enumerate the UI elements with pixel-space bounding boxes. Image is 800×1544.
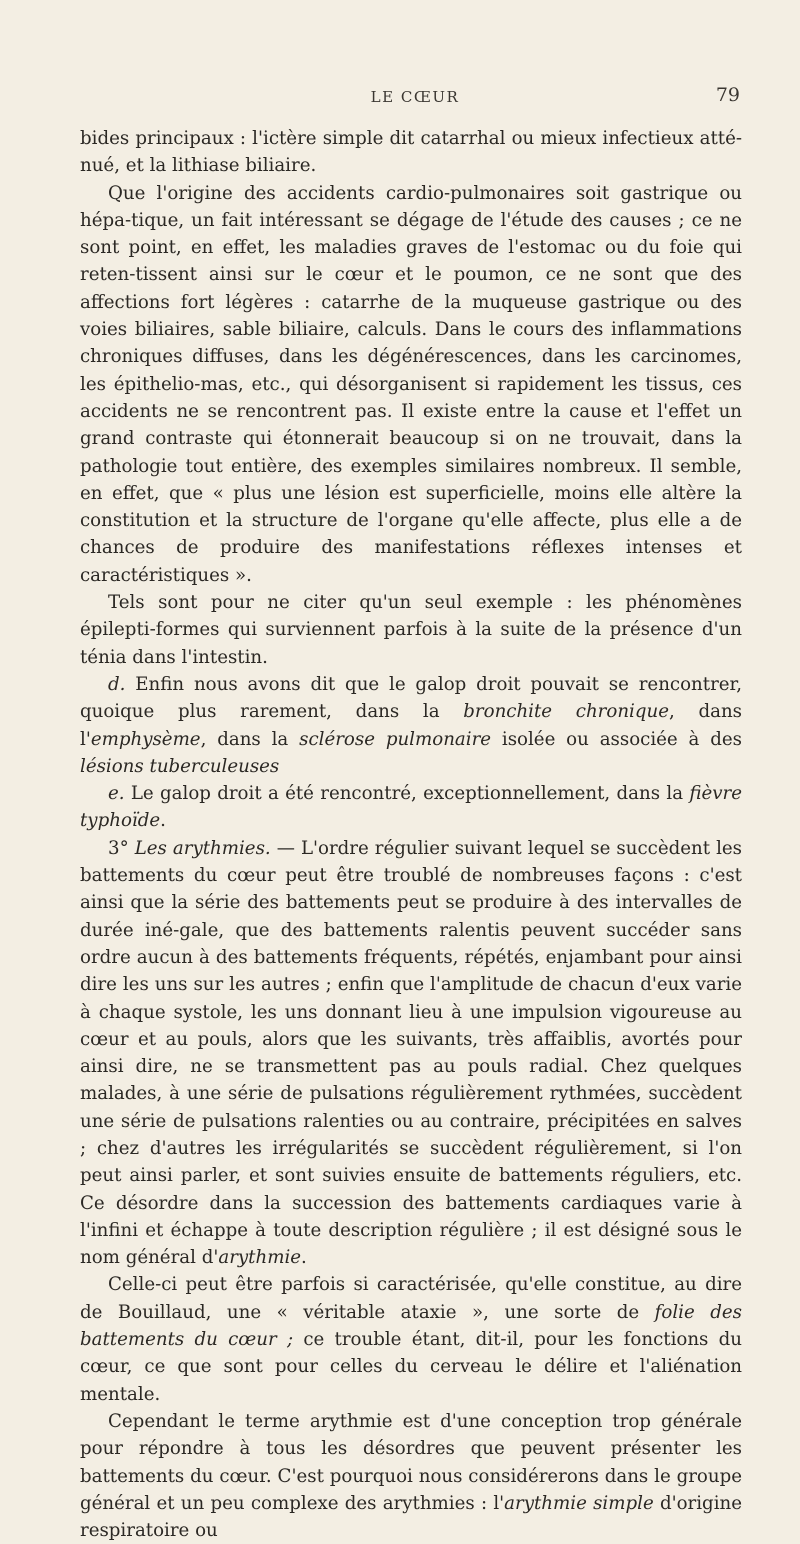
italic-text: arythmie [218,1247,302,1269]
italic-text: emphysème [90,728,201,750]
paragraph [80,1271,742,1407]
italic-text: bronchite chronique [463,701,669,723]
italic-text: fièvre typhoïde [80,783,742,832]
text-run: . [301,1247,307,1269]
paragraph [80,780,742,835]
text-run: Tels sont pour ne citer qu'un seul exemple : les phénomènes épilepti-formes qui surviennent parfois à la suite de la présence d'un ténia dans l'intestin. [80,592,742,668]
body-text [80,125,742,1544]
italic-text: Les arythmies. [134,837,271,859]
paragraph [80,589,742,671]
text-run: Enfin nous avons dit que le galop droit pouvait se rencontrer, quoique plus rarement, dans la [80,673,742,723]
paragraph [80,671,742,780]
paragraph [80,180,742,589]
text-run: , dans la [200,728,300,750]
page-header [90,84,740,118]
paragraph [80,835,742,1272]
text-run: . [160,810,166,832]
italic-text: d. [108,673,126,695]
running-title: LE CŒUR [370,88,460,106]
text-run: Cependant le terme arythmie est d'une conception trop générale pour répondre à tous les désordres que peuvent présenter les battements du cœur. C'est pourquoi nous considérerons dans le groupe général et un peu complexe des arythmies : l' [80,1410,742,1514]
text-run: — L'ordre régulier suivant lequel se succèdent les battements du cœur peut être troublé de nombreuses façons : c'est ainsi que la série des battements peut se produire à des intervalles de durée iné-gale, que des battements ralentis peuvent succéder sans ordre aucun à des battements fréquents, répétés, enjambant pour ainsi dire les uns sur les autres ; enfin que l'amplitude de chacun d'eux varie à chaque systole, les uns donnant lieu à une impulsion vigoureuse au cœur et au pouls, alors que les suivants, très affaiblis, avortés pour ainsi dire, ne se transmettent pas au pouls radial. Chez quelques malades, à une série de pulsations régulièrement rythmées, succèdent une série de pulsations ralenties ou au contraire, précipitées en salves ; chez d'autres les irrégularités se succèdent régulièrement, si l'on peut ainsi parler, et sont suivies ensuite de battements réguliers, etc. Ce désordre dans la succession des battements cardiaques varie à l'infini et échappe à toute description régulière ; il est désigné sous le nom général d' [80,837,742,1269]
text-run: 3° [108,837,135,859]
italic-text: arythmie simple [504,1492,654,1514]
text-run: isolée ou associée à des [491,728,742,750]
italic-text: sclérose pulmonaire [299,728,492,750]
italic-text: folie des battements du cœur ; [80,1301,742,1351]
italic-text: e. [108,783,125,805]
text-run: d'origine respiratoire ou [80,1492,742,1542]
text-run: Que l'origine des accidents cardio-pulmonaires soit gastrique ou hépa-tique, un fait intéressant se dégage de l'étude des causes ; ce ne sont point, en effet, les maladies graves de l'estomac ou du foie qui reten-tissent ainsi sur le cœur et le poumon, ce ne sont que des affections fort légères : catarrhe de la muqueuse gastrique ou des voies biliaires, sable biliaire, calculs. Dans le cours des inflammations chroniques diffuses, dans les dégénérescences, dans les carcinomes, les épithelio-mas, etc., qui désorganisent si rapidement les tissus, ces accidents ne se rencontrent pas. Il existe entre la cause et l'effet un grand contraste qui étonnerait beaucoup si on ne trouvait, dans la pathologie tout entière, des exemples similaires nombreux. Il semble, en effet, que « plus une lésion est superficielle, moins elle altère la constitution et la structure de l'organe qu'elle affecte, plus elle a de chances de produire des manifestations réflexes intenses et caractéristiques ». [80,182,742,586]
page-number: 79 [715,84,740,106]
text-run: bides principaux : l'ictère simple dit catarrhal ou mieux infectieux atté-nué, et la lithiase biliaire. [80,128,742,177]
paragraph [80,125,742,180]
text-run: Le galop droit a été rencontré, exceptionnellement, dans la [124,783,690,805]
text-run: Celle-ci peut être parfois si caractérisée, qu'elle constitue, au dire de Bouillaud, une « véritable ataxie », une sorte de [80,1274,742,1323]
paragraph [80,1408,742,1544]
text-run: , dans l' [80,701,742,750]
text-run: ce trouble étant, dit-il, pour les fonctions du cœur, ce que sont pour celles du cerveau le délire et l'aliénation mentale. [80,1329,743,1405]
italic-text: lésions tuberculeuses [80,755,280,777]
